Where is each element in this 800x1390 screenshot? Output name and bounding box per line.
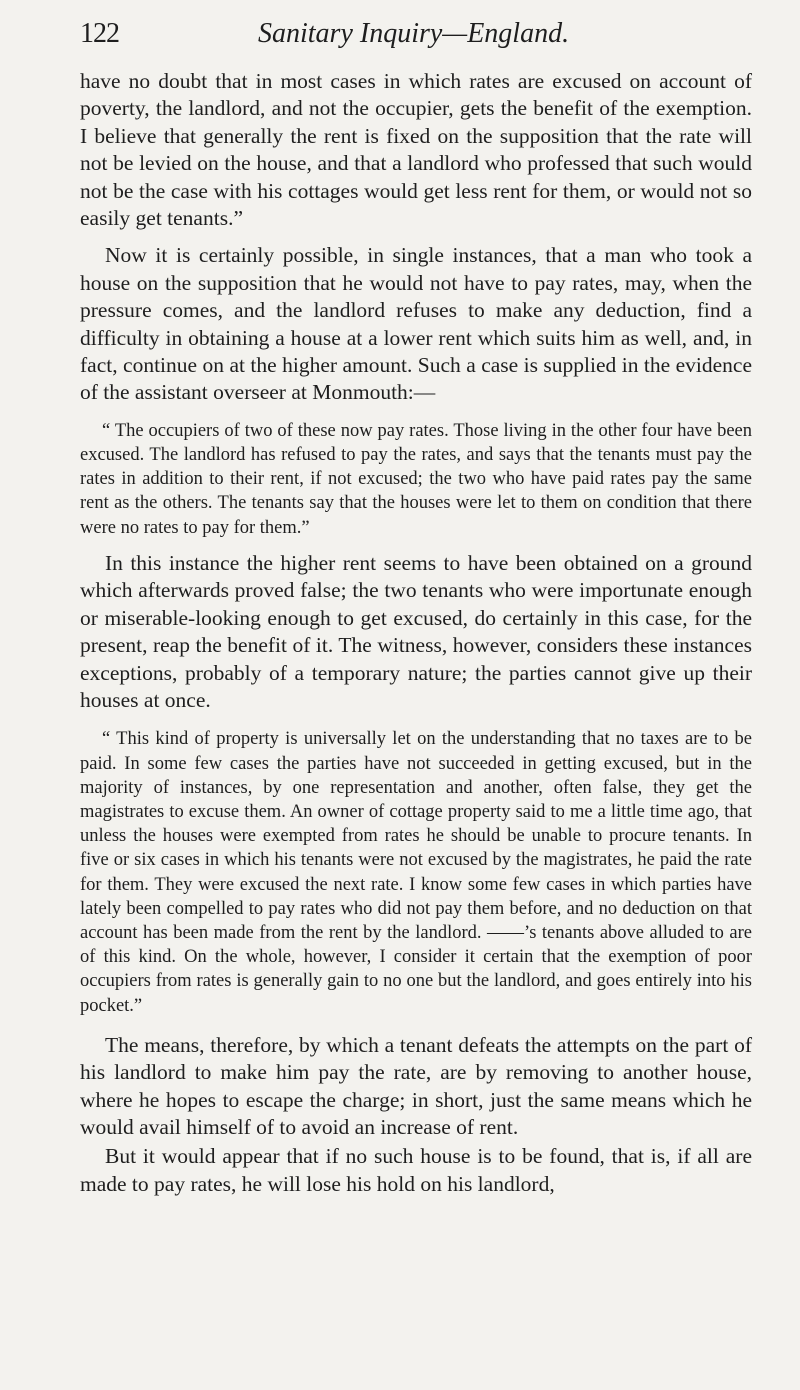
page-number: 122 bbox=[80, 18, 119, 49]
running-title: Sanitary Inquiry—England. bbox=[258, 18, 570, 49]
paragraph-continuation: have no doubt that in most cases in which rates are excused on account of poverty, the landlord, and not the occupier, gets the benefit of the exemption. I believe that generally the rent is fixed on the supposition that the rate will not be levied on the house, and that a landlord who professed that such would not be the case with his cottages would get less rent for them, or would not so easily get tenants.” bbox=[80, 69, 752, 231]
paragraph-higher-rent: In this instance the higher rent seems to have been obtained on a ground which afterwards proved false; the two tenants who were importunate enough or miserable-looking enough to get excused, do certainly in this case, for the present, reap the benefit of it. The witness, however, considers these instances exceptions, probably of a temporary nature; the parties cannot give up their houses at once. bbox=[80, 550, 752, 712]
paragraph-tenant-means: The means, therefore, by which a tenant defeats the attempts on the part of his landlord to make him pay the rate, are by removing to another house, where he hopes to escape the charge; in short, just the same means which he would avail himself of to avoid an increase of rent. bbox=[80, 1032, 752, 1139]
quote-monmouth-overseer: “ The occupiers of two of these now pay rates. Those living in the other four have been excused. The landlord has refused to pay the rates, and says that the tenants must pay the rates in addition to their rent, if not excused; the two who have paid rates pay the same rent as the others. The tenants say that the houses were let to them on condition that there were no rates to pay for them.” bbox=[80, 420, 752, 538]
quote-property-let: “ This kind of property is universally let on the understanding that no taxes are to be paid. In some few cases the parties have not succeeded in getting excused, but in the majority of instances, by one representation and another, often false, they get the magistrates to excuse them. An owner of cottage property said to me a little time ago, that unless the houses were exempted from rates he should be unable to procure tenants. In five or six cases in which his tenants were not excused by the magistrates, he paid the rate for them. They were excused the next rate. I know some few cases in which parties have lately been compelled to pay rates who did not pay them before, and no deduction on that account has been made from the rent by the landlord. ——’s tenants above alluded to are of this kind. On the whole, however, I consider it certain that the exemption of poor occupiers from rates is generally gain to no one but the landlord, and goes entirely into his pocket.” bbox=[80, 729, 752, 1016]
paragraph-possible-instances: Now it is certainly possible, in single instances, that a man who took a house on the supposition that he would not have to pay rates, may, when the pressure comes, and the landlord refuses to make any deduction, find a difficulty in obtaining a house at a lower rent which suits him as well, and, in fact, continue on at the higher amount. Such a case is supplied in the evidence of the assistant overseer at Monmouth:— bbox=[80, 243, 752, 405]
page-header bbox=[80, 18, 752, 68]
paragraph-no-such-house: But it would appear that if no such house is to be found, that is, if all are made to pay rates, he will lose his hold on his landlord, bbox=[80, 1144, 752, 1196]
